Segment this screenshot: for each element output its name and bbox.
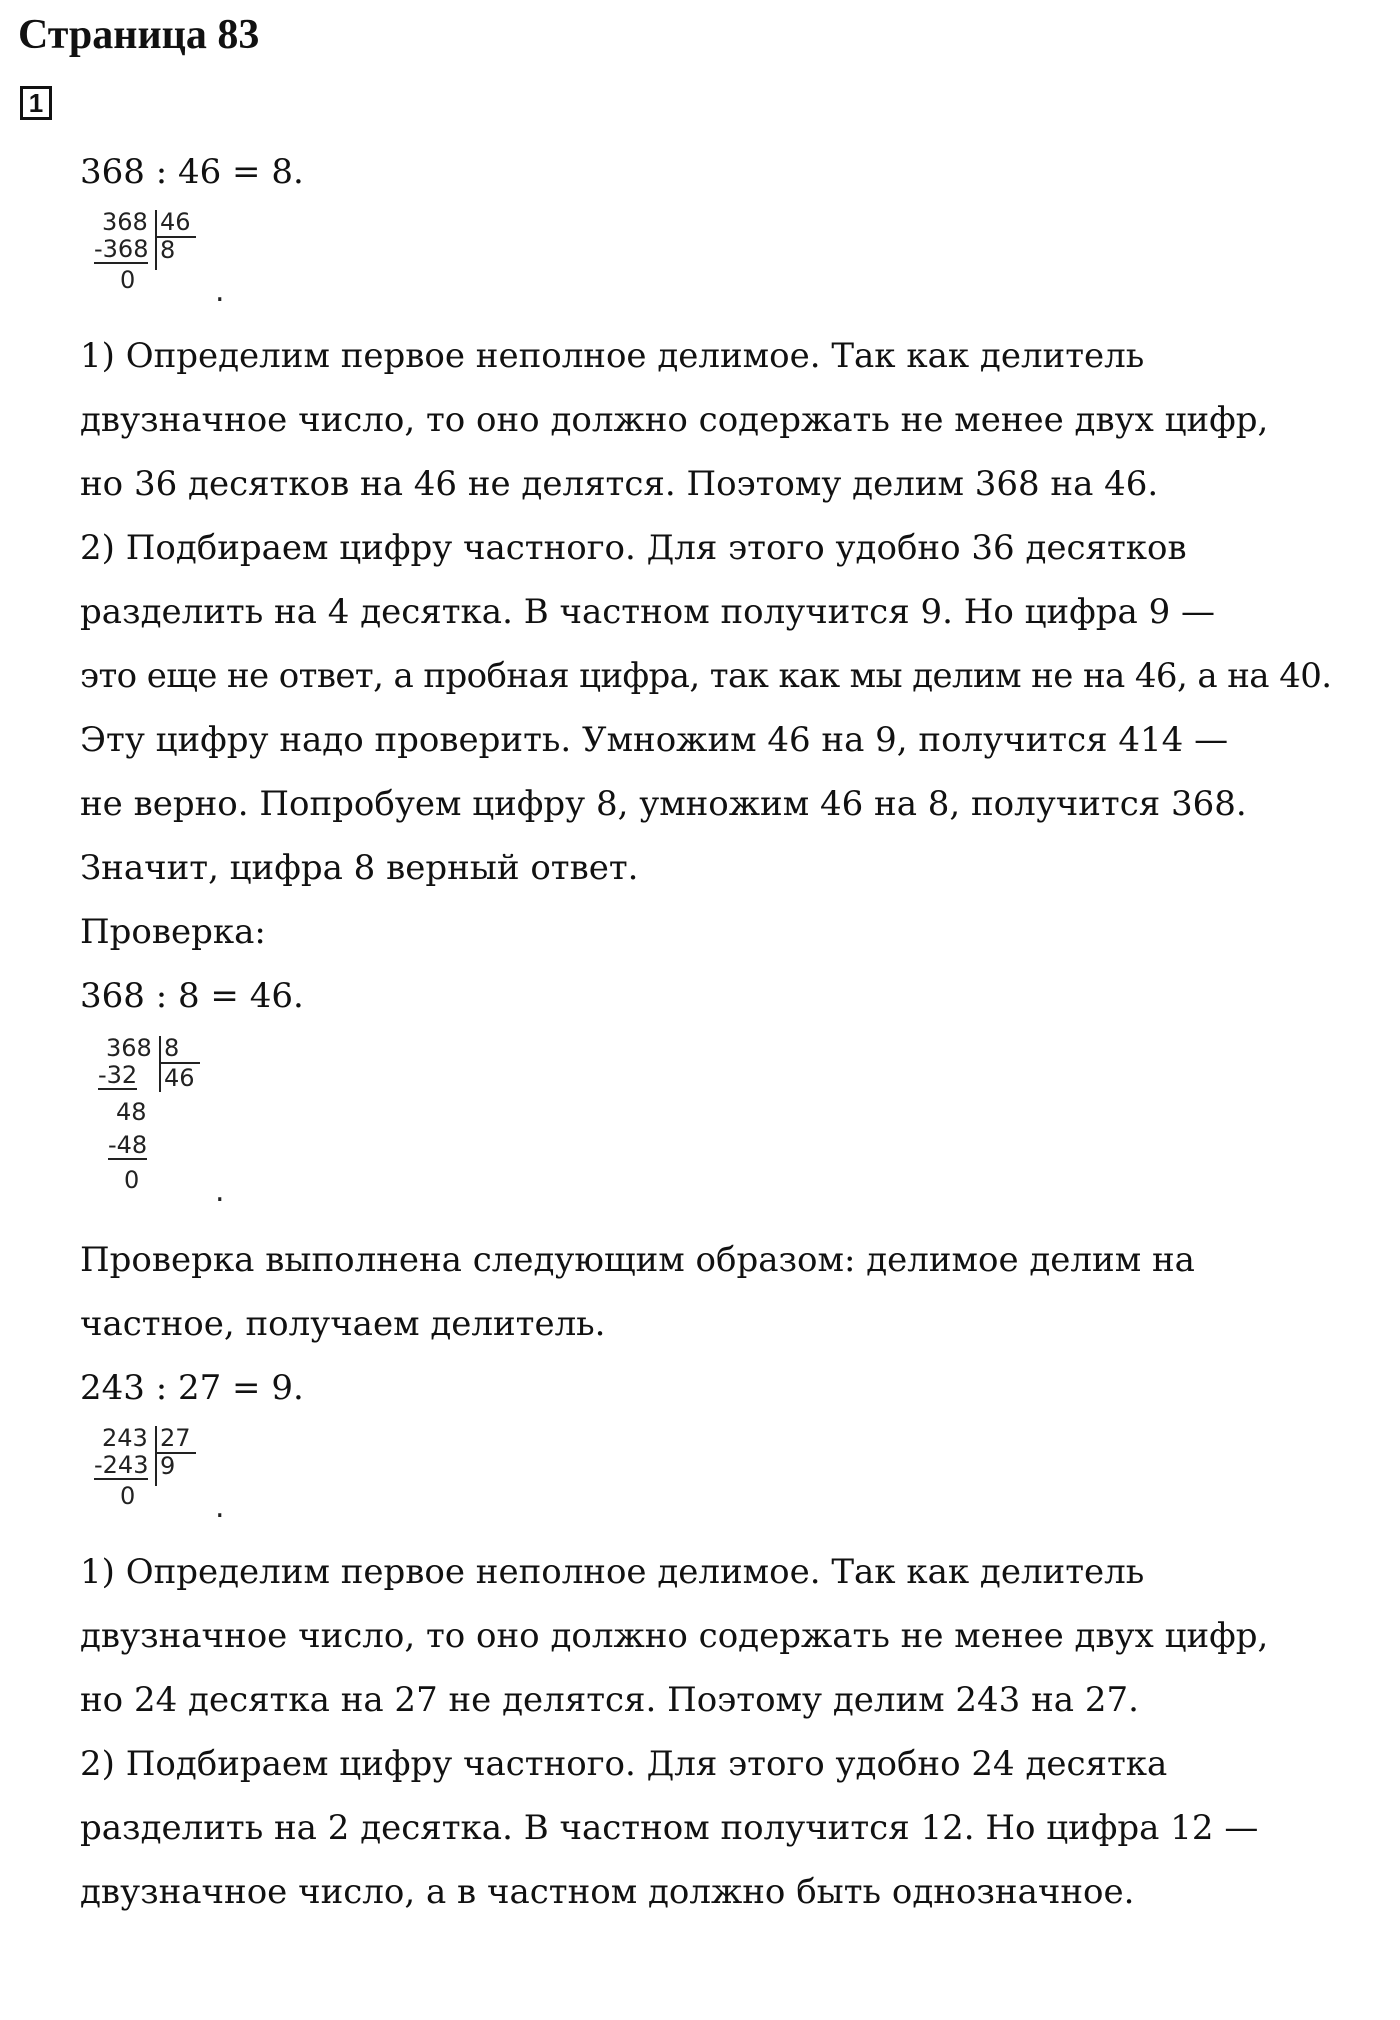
div1-subtrahend: -368 — [94, 235, 149, 263]
task-number-badge: 1 — [20, 86, 52, 120]
div1-dividend: 368 — [102, 208, 148, 236]
div2-subtrahend-2: -48 — [108, 1131, 148, 1159]
part3-line-2: двузначное число, то оно должно содержать не менее двух цифр, — [80, 1616, 1269, 1656]
div1-remainder: 0 — [120, 266, 136, 294]
part1-line-2: двузначное число, то оно должно содержать не менее двух цифр, — [80, 400, 1269, 440]
page-title: Страница 83 — [18, 12, 260, 58]
part1-line-7: Эту цифру надо проверить. Умножим 46 на 9, получится 414 — — [80, 720, 1229, 760]
div2-quotient: 46 — [164, 1064, 195, 1092]
div1-quotient: 8 — [160, 236, 176, 264]
long-division-3 — [80, 1420, 1380, 1540]
equation-2: 368 : 8 = 46. — [80, 976, 304, 1016]
part3-line-1: 1) Определим первое неполное делимое. Так как делитель — [80, 1552, 1145, 1592]
div3-remainder: 0 — [120, 1482, 136, 1510]
part3-line-3: но 24 десятка на 27 не делятся. Поэтому делим 243 на 27. — [80, 1680, 1139, 1720]
div1-vertical-line — [155, 210, 157, 270]
part3-line-4: 2) Подбираем цифру частного. Для этого удобно 24 десятка — [80, 1744, 1168, 1784]
part2-line-1: Проверка выполнена следующим образом: делимое делим на — [80, 1240, 1195, 1280]
div2-dividend: 368 — [106, 1034, 152, 1062]
part1-line-6: это еще не ответ, а пробная цифра, так как мы делим не на 46, а на 40. — [80, 656, 1332, 696]
part1-line-3: но 36 десятков на 46 не делятся. Поэтому делим 368 на 46. — [80, 464, 1159, 504]
div1-period: . — [215, 274, 225, 309]
part1-line-8: не верно. Попробуем цифру 8, умножим 46 на 8, получится 368. — [80, 784, 1247, 824]
part1-line-4: 2) Подбираем цифру частного. Для этого удобно 36 десятков — [80, 528, 1187, 568]
part2-line-2: частное, получаем делитель. — [80, 1304, 606, 1344]
part1-line-5: разделить на 4 десятка. В частном получится 9. Но цифра 9 — — [80, 592, 1216, 632]
solution-content — [80, 140, 1380, 1924]
equation-3: 243 : 27 = 9. — [80, 1368, 304, 1408]
div3-vertical-line — [155, 1426, 157, 1486]
div2-remainder: 0 — [124, 1166, 140, 1194]
part1-line-10: Проверка: — [80, 912, 266, 952]
div3-subtrahend: -243 — [94, 1451, 149, 1479]
div3-divisor: 27 — [160, 1424, 191, 1452]
div3-period: . — [215, 1490, 225, 1525]
div1-divisor: 46 — [160, 208, 191, 236]
part1-line-1: 1) Определим первое неполное делимое. Так как делитель — [80, 336, 1145, 376]
div3-dividend: 243 — [102, 1424, 148, 1452]
div2-divisor: 8 — [164, 1034, 180, 1062]
equation-1: 368 : 46 = 8. — [80, 152, 304, 192]
long-division-2 — [80, 1028, 1380, 1228]
part3-line-5: разделить на 2 десятка. В частном получится 12. Но цифра 12 — — [80, 1808, 1259, 1848]
part3-line-6: двузначное число, а в частном должно быть однозначное. — [80, 1872, 1135, 1912]
div2-period: . — [215, 1174, 225, 1209]
div2-subtrahend-1: -32 — [98, 1061, 138, 1089]
div2-vertical-line — [159, 1036, 161, 1092]
part1-line-9: Значит, цифра 8 верный ответ. — [80, 848, 639, 888]
div3-quotient: 9 — [160, 1452, 176, 1480]
div2-intermediate: 48 — [116, 1098, 147, 1126]
long-division-1 — [80, 204, 1380, 324]
